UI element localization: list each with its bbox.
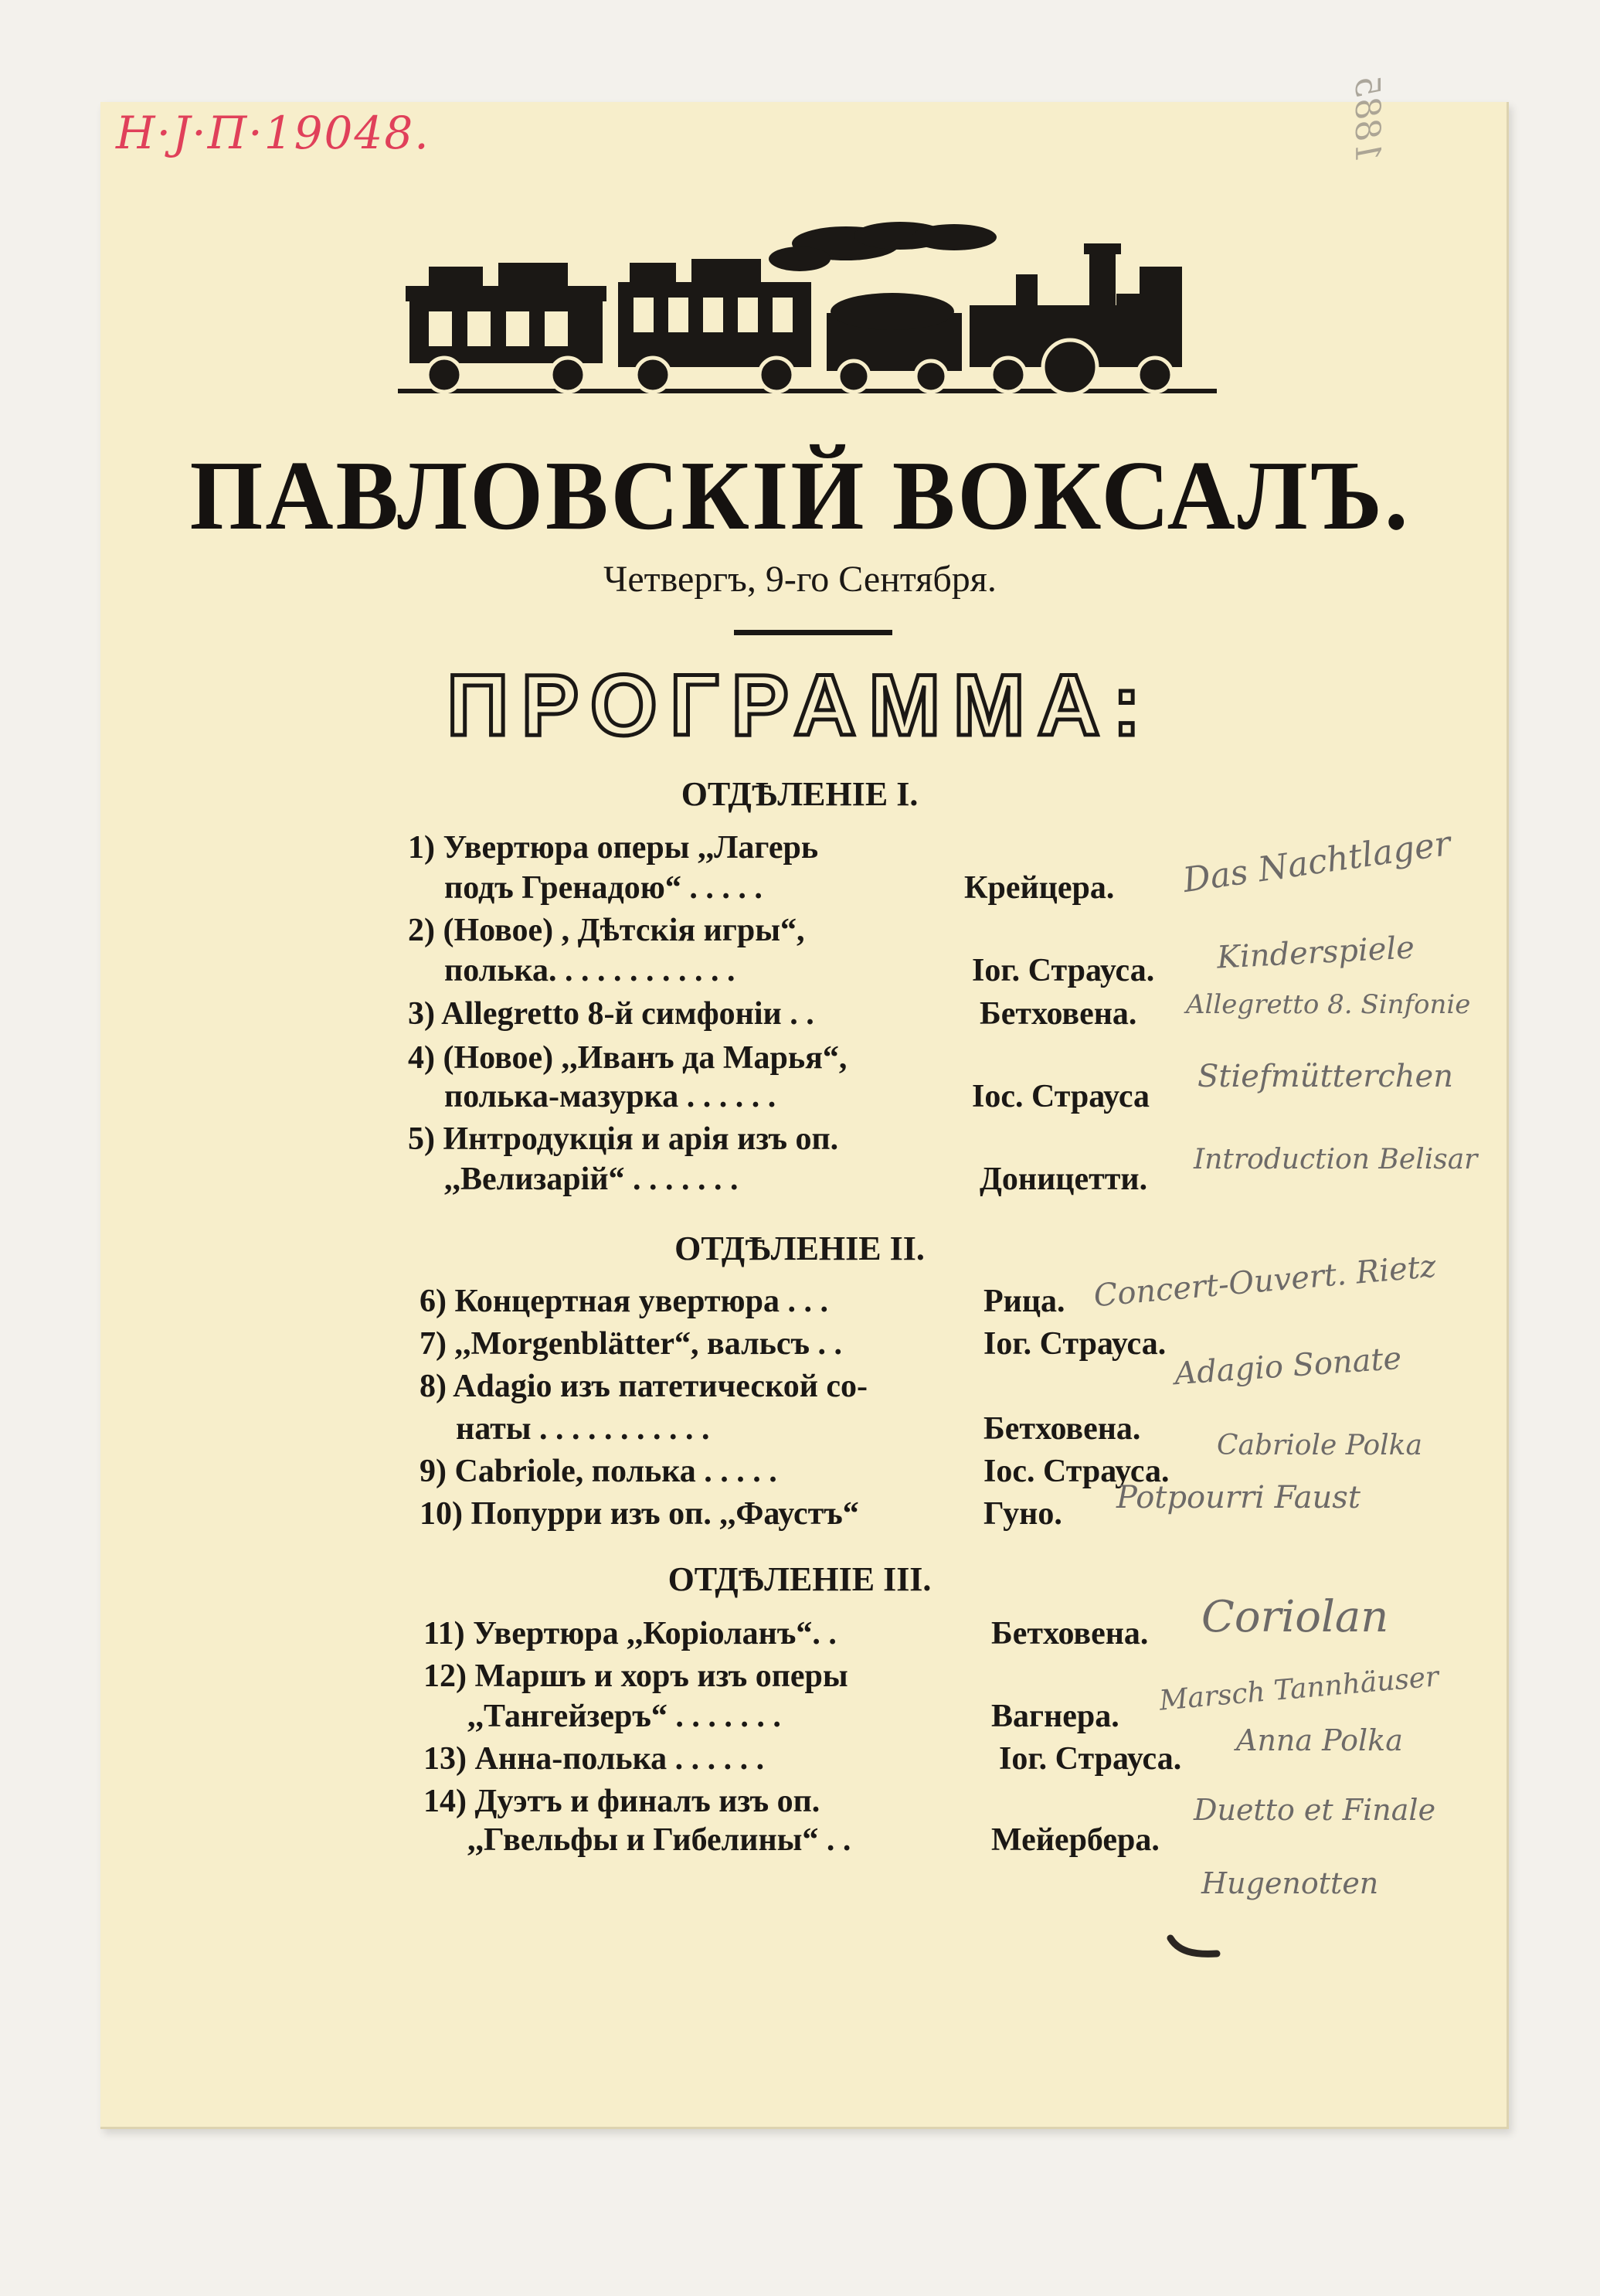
train-illustration (398, 220, 1217, 410)
handwritten-note: Introduction Belisar (1194, 1144, 1478, 1175)
composer: Мейербера. (991, 1822, 1160, 1858)
composer: Доницетти. (980, 1162, 1148, 1197)
handwritten-note: Marsch Tannhäuser (1157, 1661, 1440, 1717)
program-line: 12) Маршъ и хоръ изъ оперы (423, 1658, 848, 1694)
composer: Іог. Страуса. (983, 1326, 1167, 1362)
composer: Крейцера. (964, 870, 1115, 906)
composer: Вагнера. (991, 1699, 1119, 1734)
handwritten-note: Adagio Sonate (1173, 1340, 1403, 1393)
composer: Гуно. (983, 1496, 1062, 1532)
program-line: полька. . . . . . . . . . . . (444, 953, 735, 988)
program-heading: ПРОГРАММА: (447, 657, 1153, 753)
program-line: 8) Adagio изъ патетической со- (420, 1369, 868, 1404)
composer: Іос. Страуса. (983, 1454, 1170, 1489)
program-line: ,,Тангейзеръ“ . . . . . . . (467, 1699, 781, 1734)
program-line: ,,Велизарій“ . . . . . . . (444, 1162, 739, 1197)
program-line: 3) Allegretto 8-й симфоніи . . (408, 996, 814, 1032)
program-line: 4) (Новое) ,,Иванъ да Марья“, (408, 1040, 848, 1076)
handwritten-note: Anna Polka (1236, 1723, 1403, 1757)
program-line: 7) ,,Morgenblätter“, вальсъ . . (420, 1326, 843, 1362)
section-title-2: ОТДѢЛЕНІЕ II. (674, 1230, 925, 1267)
handwritten-note: Stiefmütterchen (1197, 1059, 1453, 1094)
section-title-3: ОТДѢЛЕНІЕ III. (668, 1560, 932, 1598)
composer: Бетховена. (983, 1411, 1141, 1447)
handwritten-note: Hugenotten (1201, 1866, 1379, 1900)
program-line: 11) Увертюра ,,Коріоланъ“. . (423, 1616, 837, 1651)
program-line: 13) Анна-полька . . . . . . (423, 1741, 765, 1777)
composer: Іог. Страуса. (999, 1741, 1182, 1777)
poster-title: ПАВЛОВСКІЙ ВОКСАЛЪ. (189, 440, 1411, 551)
composer: Іог. Страуса. (972, 953, 1155, 988)
program-line: 5) Интродукція и арія изъ оп. (408, 1121, 839, 1157)
program-line: 10) Попурри изъ оп. ,,Фаустъ“ (420, 1496, 859, 1532)
handwritten-note: Allegretto 8. Sinfonie (1186, 989, 1471, 1020)
date-line: Четвергъ, 9-го Сентября. (603, 559, 997, 600)
composer: Іос. Страуса (972, 1079, 1150, 1114)
composer: Рица. (983, 1284, 1065, 1319)
program-line: 9) Cabriole, полька . . . . . (420, 1454, 777, 1489)
handwritten-note: Cabriole Polka (1217, 1430, 1422, 1461)
composer: Бетховена. (991, 1616, 1149, 1651)
handwritten-note: Concert-Ouvert. Rietz (1092, 1248, 1438, 1315)
composer: Бетховена. (980, 996, 1137, 1032)
program-line: 14) Дуэтъ и финалъ изъ оп. (423, 1784, 820, 1819)
handwritten-note: Coriolan (1201, 1592, 1389, 1642)
program-line: ,,Гвельфы и Гибелины“ . . (467, 1822, 851, 1858)
pencil-mark: 1885 (1347, 76, 1387, 162)
program-line: 1) Увертюра оперы ,,Лагерь (408, 830, 819, 866)
divider-rule (734, 630, 892, 635)
program-line: наты . . . . . . . . . . . (456, 1411, 710, 1447)
archive-mark: Н·Ј·П·19048. (116, 107, 430, 159)
handwritten-note: Potpourri Faust (1116, 1480, 1361, 1515)
section-title-1: ОТДѢЛЕНІЕ I. (681, 775, 919, 813)
ink-stroke (1167, 1932, 1228, 1963)
program-line: полька-мазурка . . . . . . (444, 1079, 776, 1114)
program-line: подъ Гренадою“ . . . . . (444, 870, 763, 906)
program-line: 2) (Новое) , Дѣтскія игры“, (408, 913, 805, 948)
handwritten-note: Das Nachtlager (1180, 823, 1453, 901)
handwritten-note: Kinderspiele (1215, 930, 1415, 976)
handwritten-note: Duetto et Finale (1194, 1793, 1436, 1827)
program-line: 6) Концертная увертюра . . . (420, 1284, 828, 1319)
